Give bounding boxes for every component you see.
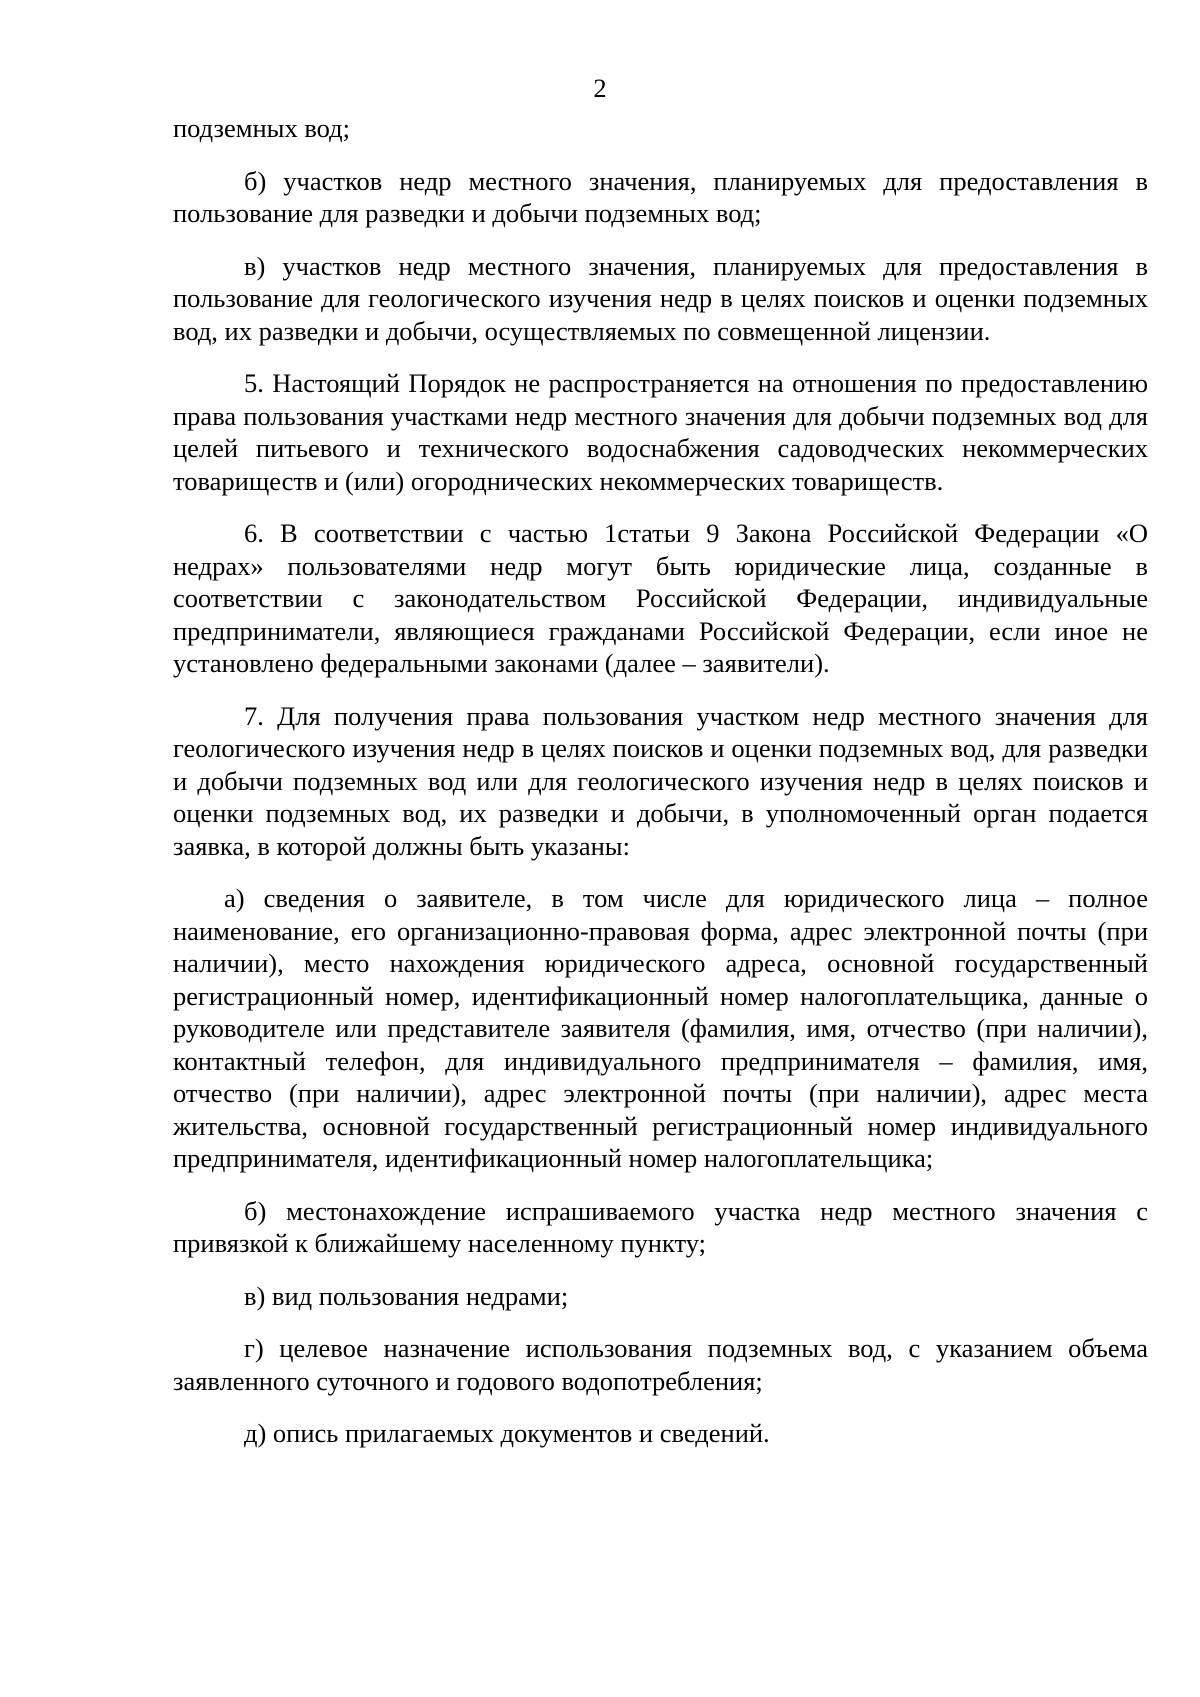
paragraph-7-application: 7. Для получения права пользования участком недр местного значения для геологического изучения недр в целях поисков и оценки подземных вод, для разведки и добычи подземных вод или для геологического изучения недр в целях поисков и оценки подземных вод, их разведки и добычи, в уполномоченный орган подается заявка, в которой должны быть указаны: xyxy=(173,700,1148,861)
page-number: 2 xyxy=(593,73,607,103)
paragraph-item-v-combined-license: в) участков недр местного значения, планируемых для предоставления в пользование для геологического изучения недр в целях поисков и оценки подземных вод, их разведки и добычи, осуществляемых по совмещенной лицензии. xyxy=(173,250,1148,346)
paragraph-7a-applicant-info: а) сведения о заявителе, в том числе для юридического лица – полное наименование, его организационно-правовая форма, адрес электронной почты (при наличии), место нахождения юридического адреса, основной государственный регистрационный номер, идентификационный номер налогоплательщика, данные о руководителе или представителе заявителя (фамилия, имя, отчество (при наличии), контактный телефон, для индивидуального предпринимателя – фамилия, имя, отчество (при наличии), адрес электронной почты (при наличии), адрес места жительства, основной государственный регистрационный номер индивидуального предпринимателя, идентификационный номер налогоплательщика; xyxy=(173,883,1148,1173)
paragraph-continuation: подземных вод; xyxy=(173,113,350,143)
paragraph-item-b-local-wells: б) участков недр местного значения, планируемых для предоставления в пользование для разведки и добычи подземных вод; xyxy=(173,165,1148,228)
paragraph-7b-location: б) местонахождение испрашиваемого участка недр местного значения с привязкой к ближайшему населенному пункту; xyxy=(173,1195,1148,1258)
paragraph-7g-purpose: г) целевое назначение использования подземных вод, с указанием объема заявленного суточного и годового водопотребления; xyxy=(173,1333,1148,1396)
paragraph-5-scope-exclusion: 5. Настоящий Порядок не распространяется на отношения по предоставлению права пользования участками недр местного значения для добычи подземных вод для целей питьевого и технического водоснабжения садоводческих некоммерческих товариществ и (или) огороднических некоммерческих товариществ. xyxy=(173,368,1148,496)
document-body xyxy=(173,112,1148,1470)
paragraph-7v-usage-type: в) вид пользования недрами; xyxy=(244,1280,569,1311)
paragraph-7d-documents: д) опись прилагаемых документов и сведений. xyxy=(244,1418,770,1448)
paragraph-6-applicants: 6. В соответствии с частью 1статьи 9 Закона Российской Федерации «О недрах» пользователями недр могут быть юридические лица, созданные в соответствии с законодательством Российской Федерации, индивидуальные предприниматели, являющиеся гражданами Российской Федерации, если иное не установлено федеральными законами (далее – заявители). xyxy=(173,518,1148,678)
